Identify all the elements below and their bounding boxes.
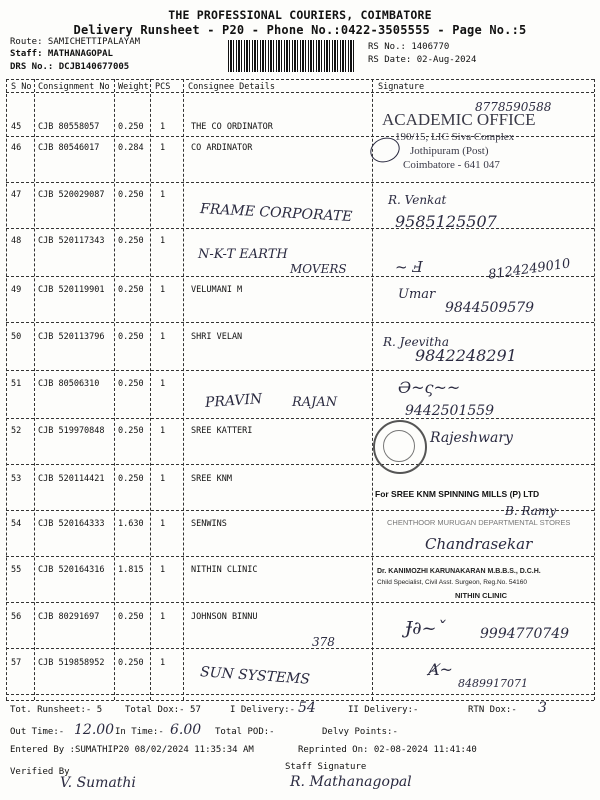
- row-pcs: 1: [160, 190, 166, 200]
- stamp-nithin: NITHIN CLINIC: [455, 591, 508, 600]
- row-consignee: NITHIN CLINIC: [191, 565, 258, 575]
- ii-delivery: II Delivery:-: [348, 705, 419, 715]
- row-consignee: JOHNSON BINNU: [191, 612, 258, 622]
- hw-r48-name1: N-K-T EARTH: [198, 247, 288, 262]
- row-sno: 56: [11, 612, 22, 622]
- row-pcs: 1: [160, 658, 166, 668]
- route-label: Route: SAMICHETTIPALAYAM: [10, 37, 141, 47]
- row-consignment-no: CJB 80506310: [38, 379, 100, 389]
- row-pcs: 1: [160, 612, 166, 622]
- hw-r56-phone: 9994770749: [480, 626, 570, 642]
- hw-r52-sig: Rajeshwary: [430, 430, 513, 446]
- hw-r56-sig: Ɉ∂~ˇ: [405, 618, 446, 639]
- row-pcs: 1: [160, 379, 166, 389]
- row-weight: 1.815: [118, 565, 144, 575]
- row-separator: [6, 602, 594, 603]
- entered-by: Entered By :SUMATHIP20 08/02/2024 11:35:34 AM: [10, 745, 254, 755]
- hw-rtn-dox: 3: [538, 700, 547, 716]
- row-consignment-no: CJB 80291697: [38, 612, 100, 622]
- row-weight: 0.250: [118, 474, 144, 484]
- hw-r57-name: SUN SYSTEMS: [199, 664, 311, 688]
- row-weight: 1.630: [118, 519, 144, 529]
- total-pod: Total POD:-: [215, 727, 275, 737]
- hw-r47-name: FRAME CORPORATE: [199, 201, 353, 225]
- row-sno: 57: [11, 658, 22, 668]
- row-separator: [6, 648, 594, 649]
- reprinted-on: Reprinted On: 02-08-2024 11:41:40: [298, 745, 477, 755]
- hw-r54-sig2: Chandrasekar: [425, 535, 533, 553]
- drs-label: DRS No.: DCJB140677005: [10, 62, 130, 72]
- column-divider: [372, 79, 373, 700]
- row-sno: 53: [11, 474, 22, 484]
- row-weight: 0.250: [118, 332, 144, 342]
- col-consignment: Consignment No: [38, 82, 110, 92]
- row-sno: 48: [11, 236, 22, 246]
- row-pcs: 1: [160, 519, 166, 529]
- stamp-mills: For SREE KNM SPINNING MILLS (P) LTD: [375, 489, 540, 499]
- table-header-rule: [6, 92, 594, 93]
- hw-in-time: 6.00: [170, 722, 202, 738]
- row-consignment-no: CJB 80558057: [38, 122, 100, 132]
- hw-r47-sig: R. Venkat: [388, 193, 447, 207]
- row-weight: 0.250: [118, 612, 144, 622]
- stamp-store: CHENTHOOR MURUGAN DEPARTMENTAL STORES: [387, 518, 571, 527]
- hw-r48-name2: MOVERS: [290, 262, 347, 276]
- col-signature: Signature: [378, 82, 425, 92]
- row-consignment-no: CJB 519970848: [38, 426, 105, 436]
- i-delivery: I Delivery:-: [230, 705, 296, 715]
- row-pcs: 1: [160, 565, 166, 575]
- row-pcs: 1: [160, 122, 166, 132]
- column-divider: [150, 79, 151, 700]
- hw-r50-sig: R. Jeevitha: [383, 335, 449, 349]
- hw-r57-sig: Ⱥ~: [428, 660, 453, 679]
- column-divider: [34, 79, 35, 700]
- hw-r51-name2: RAJAN: [292, 395, 338, 410]
- col-sno: S No: [11, 82, 32, 92]
- rs-date: RS Date: 02-Aug-2024: [368, 55, 477, 65]
- stamp-academic-city: Coimbatore - 641 047: [403, 159, 500, 171]
- row-consignment-no: CJB 520119901: [38, 285, 105, 295]
- row-weight: 0.250: [118, 122, 144, 132]
- row-weight: 0.250: [118, 658, 144, 668]
- row-separator: [6, 228, 594, 229]
- row-consignment-no: CJB 80546017: [38, 143, 100, 153]
- row-weight: 0.250: [118, 379, 144, 389]
- row-consignment-no: CJB 520113796: [38, 332, 105, 342]
- row-sno: 55: [11, 565, 22, 575]
- row-consignment-no: CJB 520164316: [38, 565, 105, 575]
- verified-by: Verified By: [10, 767, 70, 777]
- row-pcs: 1: [160, 474, 166, 484]
- hw-r47-phone: 9585125507: [395, 212, 497, 231]
- total-dox: Total Dox:- 57: [125, 705, 201, 715]
- column-divider: [183, 79, 184, 700]
- staff-label: Staff: MATHANAGOPAL: [10, 49, 113, 59]
- rs-number: RS No.: 1406770: [368, 42, 450, 52]
- row-pcs: 1: [160, 332, 166, 342]
- row-consignment-no: CJB 520164333: [38, 519, 105, 529]
- row-separator: [6, 556, 594, 557]
- hw-i-delivery: 54: [298, 700, 316, 716]
- column-divider: [114, 79, 115, 700]
- row-consignment-no: CJB 520117343: [38, 236, 105, 246]
- hw-out-time: 12.00: [74, 722, 115, 738]
- row-consignee: CO ARDINATOR: [191, 143, 253, 153]
- hw-r57-phone: 8489917071: [458, 677, 528, 690]
- company-title: THE PROFESSIONAL COURIERS, COIMBATORE: [168, 8, 432, 22]
- row-sno: 47: [11, 190, 22, 200]
- hw-r50-phone: 9842248291: [415, 346, 517, 365]
- row-consignment-no: CJB 519858952: [38, 658, 105, 668]
- row-separator: [6, 418, 594, 419]
- stamp-doctor-sub: Child Specialist, Civil Asst. Surgeon, Reg.No. 54160: [377, 579, 527, 586]
- round-stamp: [373, 420, 427, 474]
- row-sno: 51: [11, 379, 22, 389]
- in-time: In Time:-: [115, 727, 164, 737]
- row-sno: 46: [11, 143, 22, 153]
- stamp-academic-address: 190/15, LIC Siva Complex: [395, 131, 515, 143]
- hw-r56-note: 378: [312, 635, 335, 649]
- row-consignment-no: CJB 520029087: [38, 190, 105, 200]
- hw-staff-sig: R. Mathanagopal: [290, 774, 412, 790]
- staff-signature: Staff Signature: [285, 762, 367, 772]
- tot-runsheet: Tot. Runsheet:- 5: [10, 705, 103, 715]
- barcode: [228, 40, 354, 72]
- row-weight: 0.250: [118, 426, 144, 436]
- hw-r48-phone: 8124249010: [487, 256, 572, 283]
- col-pcs: PCS: [155, 82, 171, 92]
- hw-r54-sig1: B. Ramy: [505, 504, 557, 518]
- row-separator: [6, 370, 594, 371]
- delvy-points: Delvy Points:-: [322, 727, 398, 737]
- row-sno: 49: [11, 285, 22, 295]
- row-sno: 45: [11, 122, 22, 132]
- hw-r51-sig: Ә~ς~~: [398, 378, 461, 397]
- hw-verified-sig: V. Sumathi: [60, 775, 136, 791]
- column-divider: [6, 79, 7, 700]
- row-weight: 0.250: [118, 285, 144, 295]
- row-consignment-no: CJB 520114421: [38, 474, 105, 484]
- row-separator: [6, 694, 594, 695]
- row-sno: 50: [11, 332, 22, 342]
- row-separator: [6, 182, 594, 183]
- row-pcs: 1: [160, 236, 166, 246]
- row-consignee: THE CO ORDINATOR: [191, 122, 273, 132]
- row-weight: 0.250: [118, 236, 144, 246]
- hw-r48-sig: ~ Ⅎ: [395, 258, 423, 276]
- hw-r49-phone: 9844509579: [445, 300, 535, 316]
- rtn-dox: RTN Dox:-: [468, 705, 517, 715]
- out-time: Out Time:-: [10, 727, 65, 737]
- hw-r45-phone: 8778590588: [475, 100, 552, 114]
- runsheet-title: Delivery Runsheet - P20 - Phone No.:0422-3505555 - Page No.:5: [73, 23, 527, 37]
- row-pcs: 1: [160, 285, 166, 295]
- col-weight: Weight: [118, 82, 149, 92]
- row-consignee: SREE KNM: [191, 474, 232, 484]
- row-consignee: SENWINS: [191, 519, 227, 529]
- row-pcs: 1: [160, 143, 166, 153]
- table-top-rule: [6, 79, 594, 80]
- row-sno: 54: [11, 519, 22, 529]
- row-consignee: SREE KATTERI: [191, 426, 253, 436]
- hw-r49-sig: Umar: [398, 287, 436, 302]
- row-consignee: SHRI VELAN: [191, 332, 243, 342]
- row-pcs: 1: [160, 426, 166, 436]
- row-weight: 0.284: [118, 143, 144, 153]
- row-sno: 52: [11, 426, 22, 436]
- row-separator: [6, 322, 594, 323]
- stamp-academic-post: Jothipuram (Post): [410, 145, 489, 157]
- col-consignee: Consignee Details: [188, 82, 275, 92]
- row-weight: 0.250: [118, 190, 144, 200]
- stamp-doctor: Dr. KANIMOZHI KARUNAKARAN M.B.B.S., D.C.H.: [377, 568, 541, 575]
- hw-r51-name1: PRAVIN: [204, 391, 263, 411]
- hw-r51-phone: 9442501559: [405, 403, 495, 419]
- row-consignee: VELUMANI M: [191, 285, 243, 295]
- stamp-academic-office: ACADEMIC OFFICE: [382, 110, 536, 129]
- column-divider: [594, 79, 595, 700]
- row-separator: [6, 464, 594, 465]
